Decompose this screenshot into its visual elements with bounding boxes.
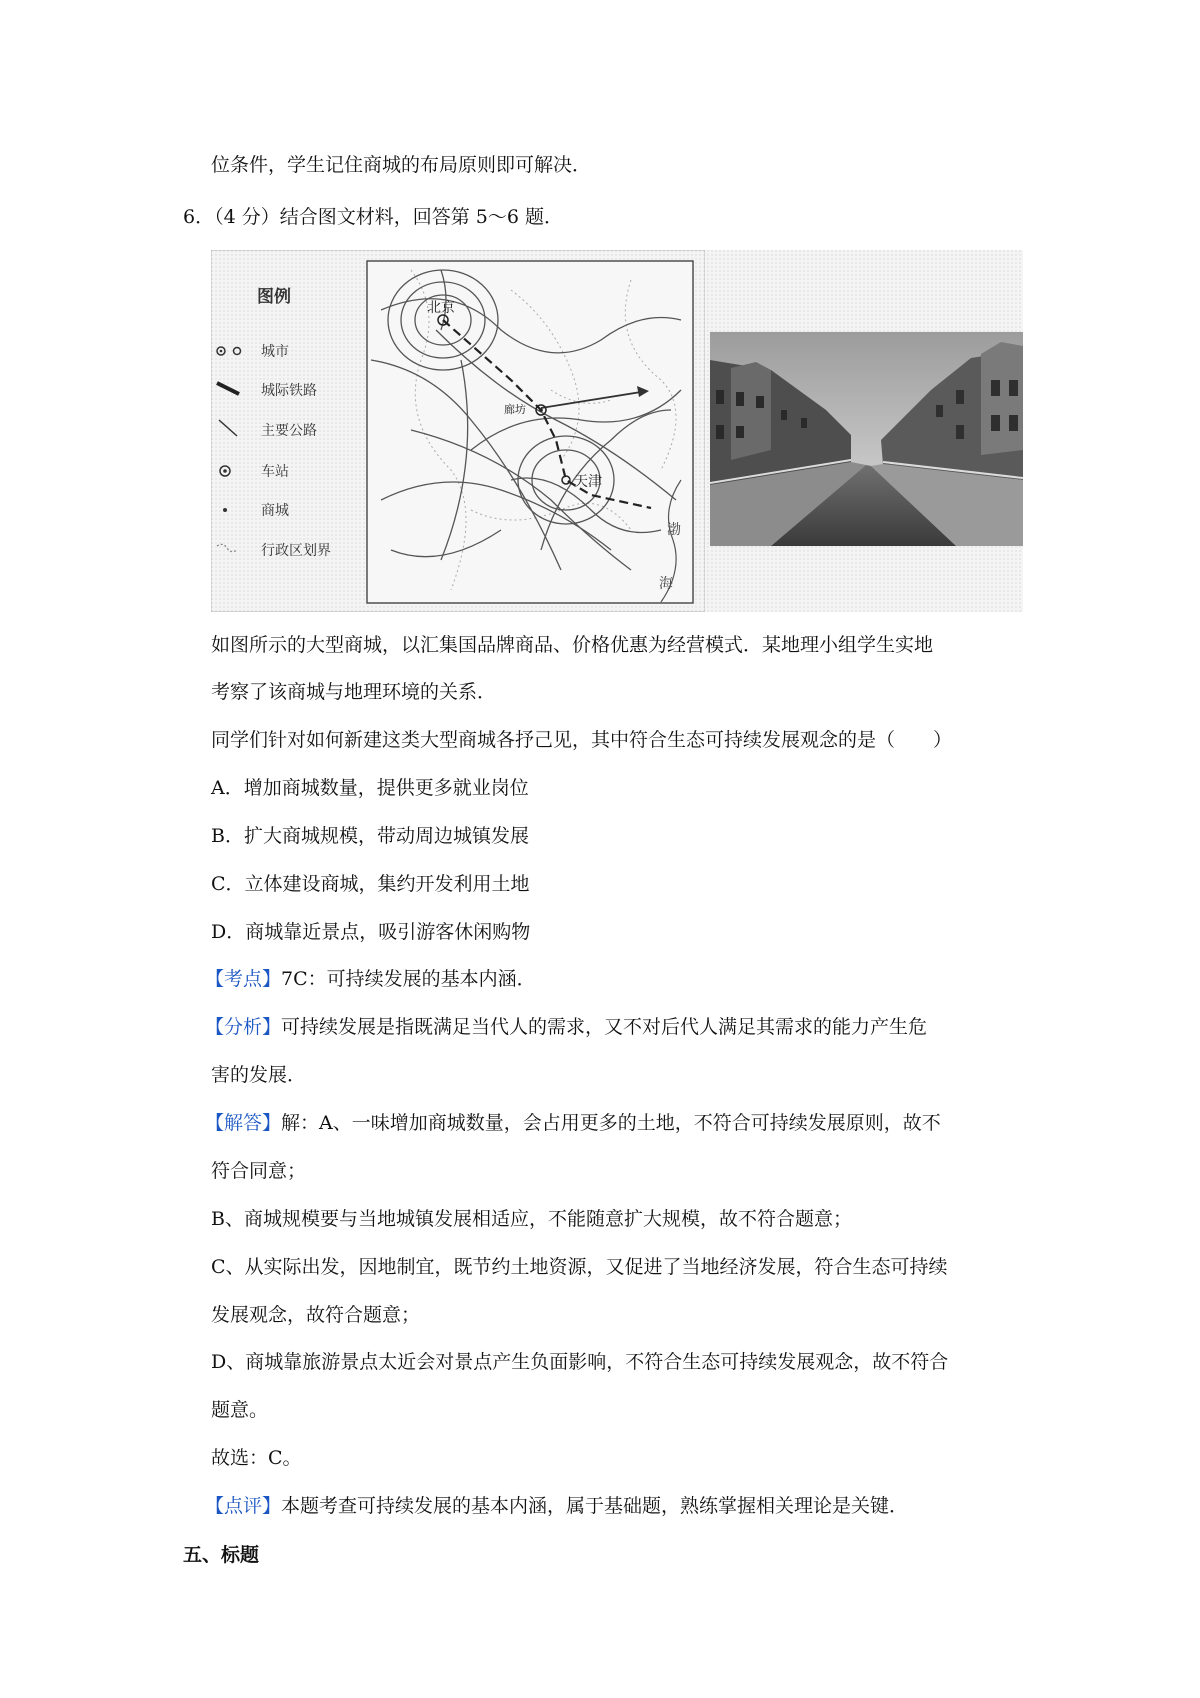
fenxi-tag: 【分析】	[205, 1016, 282, 1038]
text-line: 如图所示的大型商城，以汇集国品牌商品、价格优惠为经营模式．某地理小组学生实地	[211, 634, 934, 656]
canal-photo	[710, 332, 1023, 546]
legend-label-station: 车站	[261, 464, 289, 480]
section-heading: 五、标题	[183, 1544, 260, 1566]
text-line: B、商城规模要与当地城镇发展相适应，不能随意扩大规模，故不符合题意；	[211, 1208, 852, 1230]
text-line: 符合同意；	[211, 1160, 307, 1182]
kaodian-tag: 【考点】	[205, 968, 282, 990]
question-figure	[211, 250, 1023, 612]
label-bohai-2: 海	[659, 576, 673, 592]
fenxi-line	[205, 1015, 927, 1039]
question-heading: 6．（4 分）结合图文材料，回答第 5～6 题．	[183, 206, 563, 228]
jieda-line	[205, 1111, 941, 1135]
text-line: 位条件，学生记住商城的布局原则即可解决．	[211, 154, 592, 176]
legend-label-mall: 商城	[261, 503, 289, 519]
legend-label-railway: 城际铁路	[261, 383, 317, 399]
answer-line: 故选：C。	[211, 1447, 302, 1469]
legend-label-city: 城市	[261, 344, 289, 360]
dianping-line	[205, 1494, 908, 1518]
dianping-text: 本题考查可持续发展的基本内涵，属于基础题，熟练掌握相关理论是关键．	[281, 1495, 909, 1517]
text-line: D、商城靠旅游景点太近会对景点产生负面影响，不符合生态可持续发展观念，故不符合	[211, 1351, 949, 1373]
text-line: C、从实际出发，因地制宜，既节约土地资源，又促进了当地经济发展，符合生态可持续	[211, 1256, 948, 1278]
jieda-tag: 【解答】	[205, 1112, 282, 1134]
text-line: 题意。	[211, 1399, 269, 1421]
option-d: D．商城靠近景点，吸引游客休闲购物	[211, 921, 531, 943]
legend-mall-icon	[223, 508, 227, 512]
label-bohai-1: 渤	[667, 522, 681, 538]
text-line: 考察了该商城与地理环境的关系．	[211, 681, 497, 703]
label-beijing: 北京	[427, 300, 455, 316]
legend-label-boundary: 行政区划界	[261, 543, 331, 559]
legend-label-road: 主要公路	[261, 423, 317, 439]
mall-marker	[539, 408, 543, 412]
option-c: C．立体建设商城，集约开发利用土地	[211, 873, 530, 895]
kaodian-text: 7C：可持续发展的基本内涵．	[281, 968, 536, 990]
dianping-tag: 【点评】	[205, 1495, 282, 1517]
jieda-text: 解：A、一味增加商城数量，会占用更多的土地，不符合可持续发展原则，故不	[281, 1112, 941, 1134]
legend-title: 图例	[257, 287, 291, 307]
text-line: 害的发展．	[211, 1064, 307, 1086]
label-langfang: 廊坊	[504, 403, 526, 416]
option-a: A．增加商城数量，提供更多就业岗位	[211, 777, 529, 799]
fenxi-text: 可持续发展是指既满足当代人的需求，又不对后代人满足其需求的能力产生危	[281, 1016, 928, 1038]
question-stem: 同学们针对如何新建这类大型商城各抒己见，其中符合生态可持续发展观念的是（ ）	[211, 729, 953, 751]
text-line: 发展观念，故符合题意；	[211, 1304, 421, 1326]
kaodian-line	[205, 967, 536, 991]
map-panel	[211, 250, 705, 612]
option-b: B．扩大商城规模，带动周边城镇发展	[211, 825, 529, 847]
label-tianjin: 天津	[574, 474, 602, 490]
